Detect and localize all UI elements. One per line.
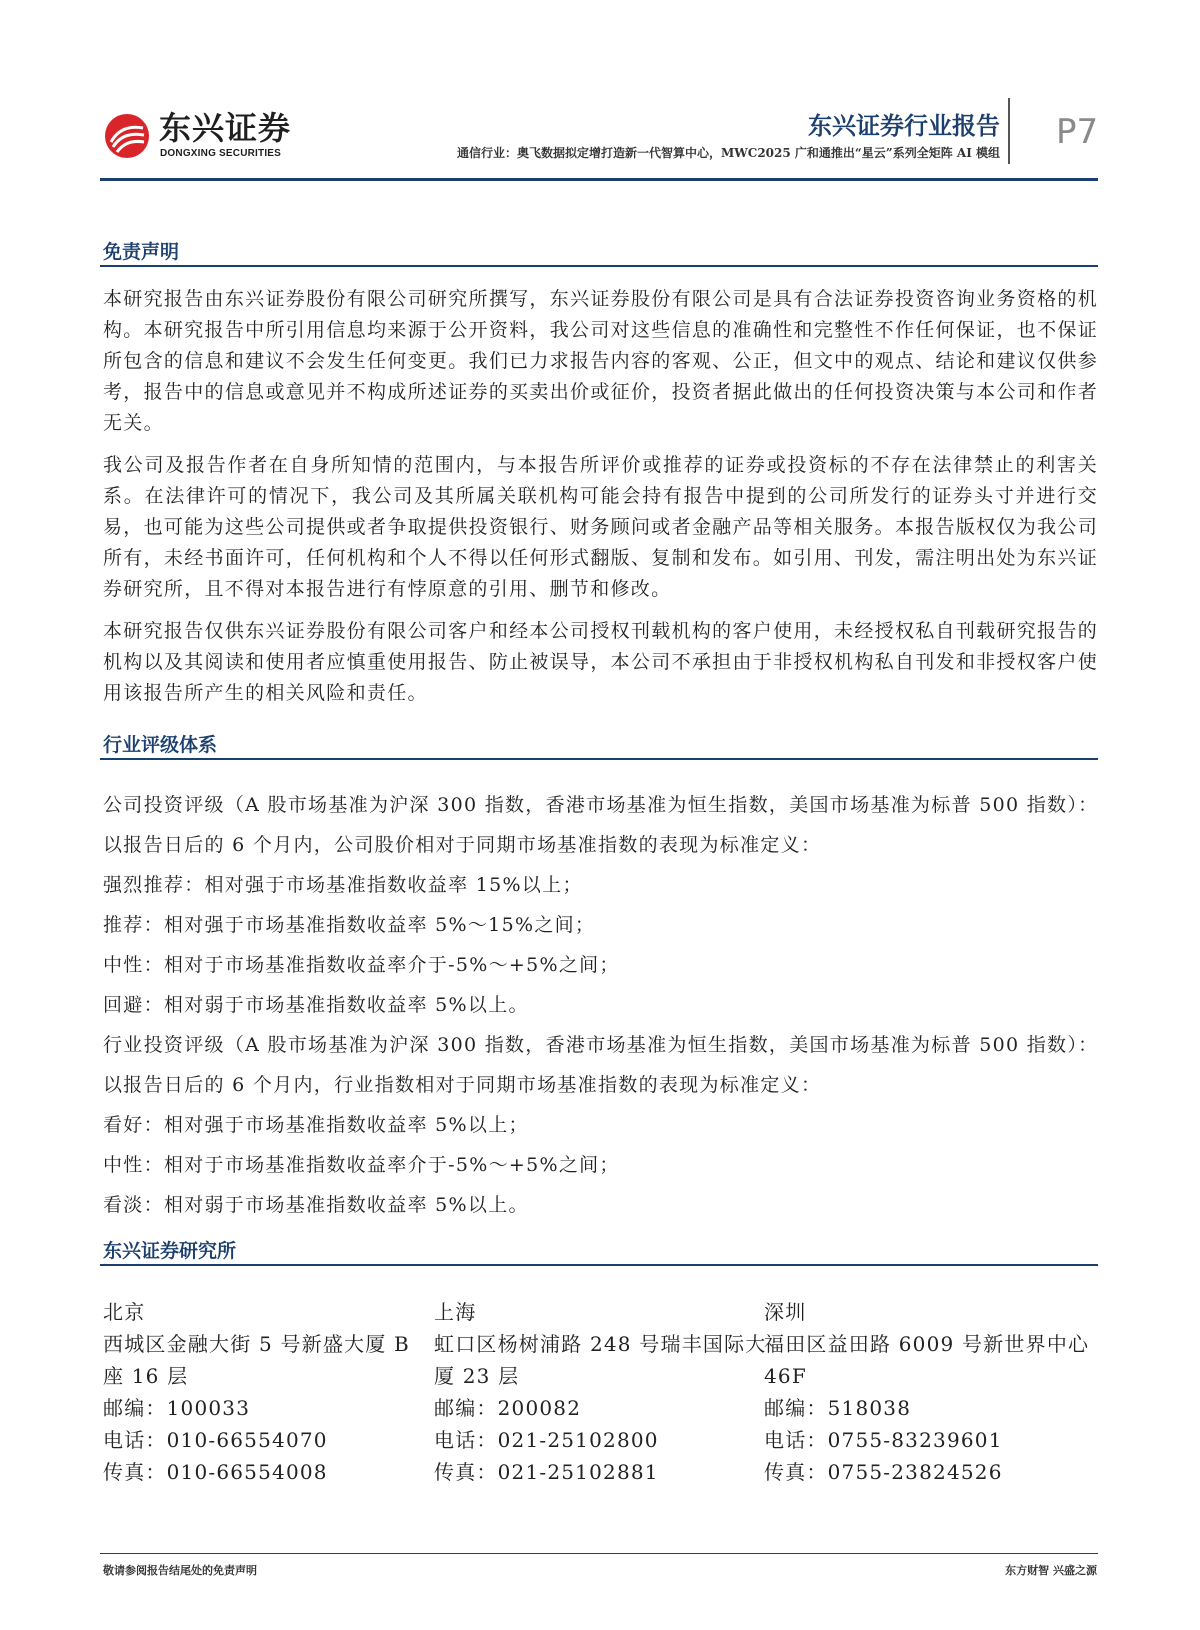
rating-line: 中性：相对于市场基准指数收益率介于-5%～+5%之间； [103, 1154, 620, 1176]
rating-line: 中性：相对于市场基准指数收益率介于-5%～+5%之间； [103, 954, 620, 976]
header-divider [1008, 98, 1010, 164]
report-type-title: 东兴证券行业报告 [808, 112, 1000, 140]
office-address: 虹口区杨树浦路 248 号瑞丰国际大厦 23 层 [434, 1332, 767, 1388]
page-number: P7 [1056, 112, 1099, 152]
report-subtitle: 通信行业：奥飞数据拟定增打造新一代智算中心，MWC2025 广和通推出“星云”系列全矩阵 AI 模组 [457, 146, 1000, 160]
office-postcode: 邮编：518038 [764, 1396, 912, 1420]
disclaimer-paragraph-3: 本研究报告仅供东兴证券股份有限公司客户和经本公司授权刊载机构的客户使用，未经授权私自刊载研究报告的机构以及其阅读和使用者应慎重使用报告、防止被误导，本公司不承担由于非授权机构私自刊发和非授权客户使用该报告所产生的相关风险和责任。 [103, 620, 1098, 704]
office-fax: 传真：010-66554008 [103, 1460, 328, 1484]
institute-rule [100, 1264, 1098, 1266]
disclaimer-paragraph-2: 我公司及报告作者在自身所知情的范围内，与本报告所评价或推荐的证券或投资标的不存在法律禁止的利害关系。在法律许可的情况下，我公司及其所属关联机构可能会持有报告中提到的公司所发行的证券头寸并进行交易，也可能为这些公司提供或者争取提供投资银行、财务顾问或者金融产品等相关服务。本报告版权仅为我公司所有，未经书面许可，任何机构和个人不得以任何形式翻版、复制和发布。如引用、刊发，需注明出处为东兴证券研究所，且不得对本报告进行有悖原意的引用、删节和修改。 [103, 454, 1098, 600]
office-postcode: 邮编：100033 [103, 1396, 251, 1420]
office-beijing [103, 1296, 438, 1488]
footer-rule [100, 1553, 1098, 1554]
logo-english-name: DONGXING SECURITIES [160, 148, 282, 159]
disclaimer-title: 免责声明 [103, 241, 180, 263]
company-logo [103, 110, 403, 170]
disclaimer-paragraph-1: 本研究报告由东兴证券股份有限公司研究所撰写，东兴证券股份有限公司是具有合法证券投资咨询业务资格的机构。本研究报告中所引用信息均来源于公开资料，我公司对这些信息的准确性和完整性不作任何保证，也不保证所包含的信息和建议不会发生任何变更。我们已力求报告内容的客观、公正，但文中的观点、结论和建议仅供参考，报告中的信息或意见并不构成所述证券的买卖出价或征价，投资者据此做出的任何投资决策与本公司和作者无关。 [103, 288, 1098, 434]
office-phone: 电话：010-66554070 [103, 1428, 328, 1452]
office-city: 北京 [103, 1300, 146, 1324]
footer-slogan: 东方财智 兴盛之源 [1005, 1564, 1097, 1577]
disclaimer-rule [100, 265, 1098, 267]
rating-line: 看好：相对强于市场基准指数收益率 5%以上； [103, 1114, 529, 1136]
institute-title: 东兴证券研究所 [103, 1240, 237, 1262]
rating-title: 行业评级体系 [103, 734, 218, 756]
rating-line: 看淡：相对弱于市场基准指数收益率 5%以上。 [103, 1194, 529, 1216]
logo-chinese-name: 东兴证券 [159, 109, 292, 147]
rating-line: 以报告日后的 6 个月内，行业指数相对于同期市场基准指数的表现为标准定义： [103, 1074, 822, 1096]
footer-disclaimer-note: 敬请参阅报告结尾处的免责声明 [103, 1564, 257, 1577]
office-postcode: 邮编：200082 [434, 1396, 582, 1420]
rating-line: 强烈推荐：相对强于市场基准指数收益率 15%以上； [103, 874, 583, 896]
office-fax: 传真：0755-23824526 [764, 1460, 1003, 1484]
office-fax: 传真：021-25102881 [434, 1460, 659, 1484]
office-phone: 电话：0755-83239601 [764, 1428, 1003, 1452]
dongxing-logo-icon [103, 112, 151, 160]
office-address: 西城区金融大街 5 号新盛大厦 B 座 16 层 [103, 1332, 410, 1388]
rating-line: 公司投资评级（A 股市场基准为沪深 300 指数，香港市场基准为恒生指数，美国市场基准为标普 500 指数）： [103, 794, 1099, 816]
header-rule [100, 178, 1098, 181]
office-phone: 电话：021-25102800 [434, 1428, 659, 1452]
rating-rule [100, 758, 1098, 760]
rating-line: 推荐：相对强于市场基准指数收益率 5%～15%之间； [103, 914, 596, 936]
office-address: 福田区益田路 6009 号新世界中心 46F [764, 1332, 1090, 1388]
office-shenzhen [764, 1296, 1099, 1488]
office-city: 深圳 [764, 1300, 807, 1324]
office-shanghai [434, 1296, 769, 1488]
rating-line: 以报告日后的 6 个月内，公司股价相对于同期市场基准指数的表现为标准定义： [103, 834, 822, 856]
rating-line: 行业投资评级（A 股市场基准为沪深 300 指数，香港市场基准为恒生指数，美国市场基准为标普 500 指数）： [103, 1034, 1099, 1056]
rating-line: 回避：相对弱于市场基准指数收益率 5%以上。 [103, 994, 529, 1016]
office-city: 上海 [434, 1300, 477, 1324]
